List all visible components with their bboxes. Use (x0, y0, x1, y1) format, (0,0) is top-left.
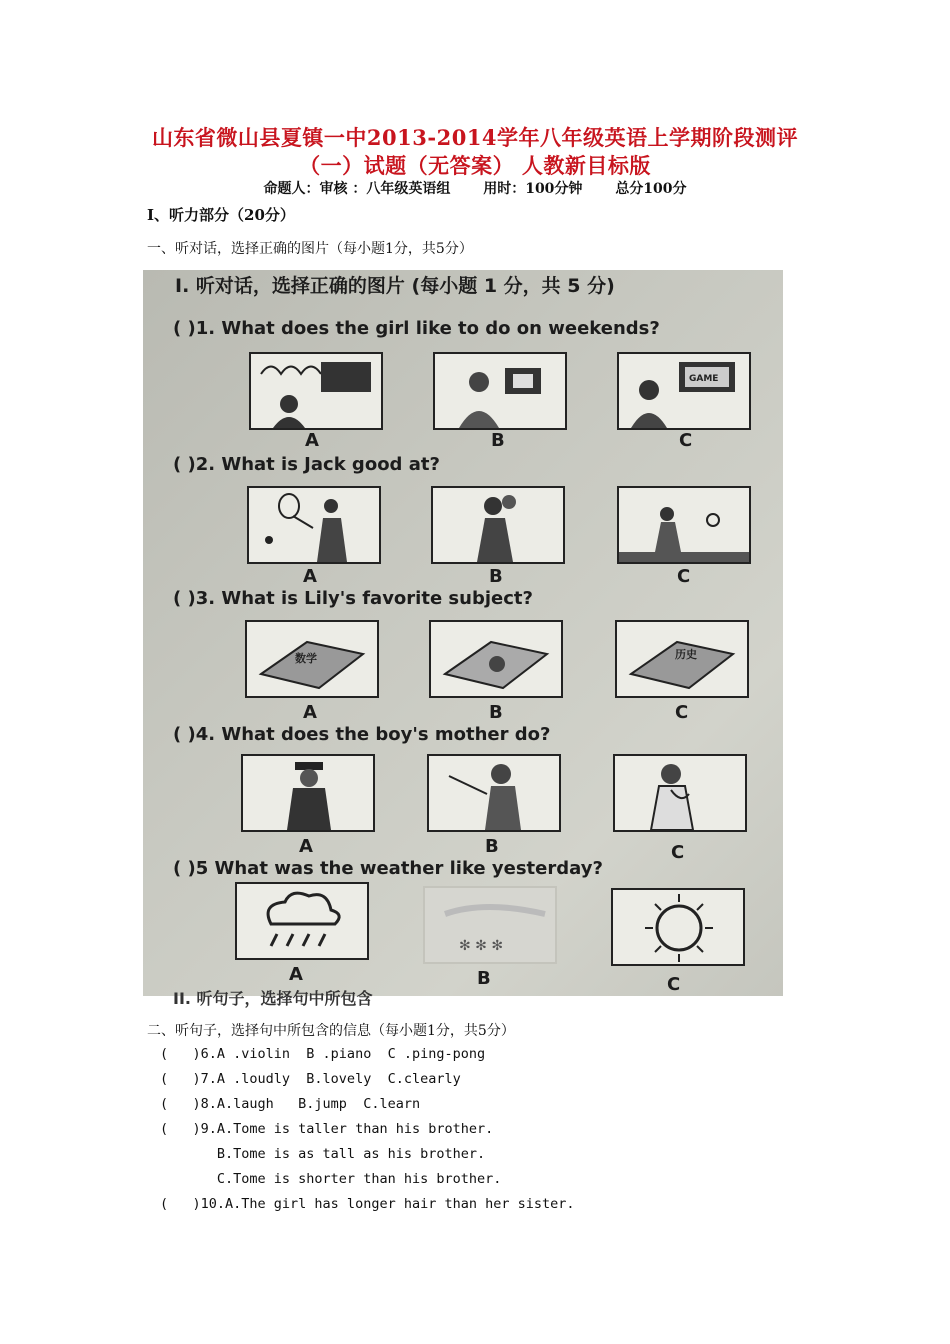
q2-letter-c: C (677, 566, 691, 587)
q4-option-a-picture (241, 754, 375, 832)
question-10: ( )10.A.The girl has longer hair than her sister. (160, 1196, 575, 1212)
q3-letter-b: B (489, 702, 503, 723)
question-6: ( )6.A .violin B .piano C .ping-pong (160, 1046, 486, 1062)
q5-option-b-picture (423, 886, 557, 964)
q4-option-b-picture (427, 754, 561, 832)
snow-icon (425, 888, 555, 962)
q1-option-b-picture (433, 352, 567, 430)
rain-cloud-icon (237, 884, 367, 958)
q3-option-c-picture (615, 620, 749, 698)
history-book-label: 历史 (675, 648, 697, 661)
math-book-label: 数学 (295, 652, 317, 665)
scan-question-4: ( )4. What does the boy's mother do? (173, 724, 551, 745)
author-info: 命题人：审核 ：八年级英语组 (263, 181, 451, 197)
score-info: 总分100分 (615, 181, 687, 197)
q1-letter-b: B (491, 430, 505, 451)
section-listening: Ⅰ、听力部分（20分） (147, 206, 295, 224)
q2-option-c-picture (617, 486, 751, 564)
q3-option-a-picture (245, 620, 379, 698)
svg-text:✻ ✻ ✻: ✻ ✻ ✻ (459, 938, 504, 954)
computer-game-icon (619, 354, 749, 428)
q2-letter-b: B (489, 566, 503, 587)
q3-letter-a: A (303, 702, 317, 723)
q5-option-a-picture (235, 882, 369, 960)
time-info: 用时：100分钟 (483, 181, 583, 197)
doctor-icon (615, 756, 745, 830)
part2-heading: 二、听句子，选择句中所包含的信息（每小题1分，共5分） (147, 1023, 515, 1039)
q5-letter-a: A (289, 964, 303, 985)
q4-letter-b: B (485, 836, 499, 857)
question-7: ( )7.A .loudly B.lovely C.clearly (160, 1071, 461, 1087)
q5-option-c-picture (611, 888, 745, 966)
game-label: GAME (689, 374, 719, 384)
scanned-question-image (143, 270, 783, 1008)
police-officer-icon (243, 756, 373, 830)
q2-letter-a: A (303, 566, 317, 587)
cooking-scene-icon (251, 354, 381, 428)
q4-letter-c: C (671, 842, 685, 863)
q1-letter-c: C (679, 430, 693, 451)
scan-cut-off-text: II. 听句子，选择句中所包含 (173, 989, 373, 1008)
part1-heading: 一、听对话，选择正确的图片（每小题1分，共5分） (147, 241, 473, 257)
title-line-1: 山东省微山县夏镇一中2013-2014学年八年级英语上学期阶段测评 (151, 125, 799, 150)
teacher-icon (429, 756, 559, 830)
question-9: ( )9.A.Tome is taller than his brother. (160, 1121, 494, 1137)
q3-option-b-picture (429, 620, 563, 698)
math-book-icon (247, 622, 377, 696)
watching-tv-icon (435, 354, 565, 428)
q4-letter-a: A (299, 836, 313, 857)
tennis-player-icon (249, 488, 379, 562)
ping-pong-player-icon (619, 488, 749, 562)
history-book-icon (617, 622, 747, 696)
art-book-icon (431, 622, 561, 696)
q1-option-c-picture (617, 352, 751, 430)
question-9-option-c: C.Tome is shorter than his brother. (160, 1171, 502, 1187)
q4-option-c-picture (613, 754, 747, 832)
q3-letter-c: C (675, 702, 689, 723)
q5-letter-c: C (667, 974, 681, 995)
q2-option-a-picture (247, 486, 381, 564)
scan-heading: I. 听对话，选择正确的图片 (每小题 1 分，共 5 分) (175, 275, 615, 297)
question-9-option-b: B.Tome is as tall as his brother. (160, 1146, 486, 1162)
q5-letter-b: B (477, 968, 491, 989)
scan-question-5: ( )5 What was the weather like yesterday? (173, 858, 603, 879)
q1-letter-a: A (305, 430, 319, 451)
question-8: ( )8.A.laugh B.jump C.learn (160, 1096, 421, 1112)
q1-option-a-picture (249, 352, 383, 430)
scan-question-2: ( )2. What is Jack good at? (173, 454, 440, 475)
scan-question-1: ( )1. What does the girl like to do on weekends? (173, 318, 660, 339)
q2-option-b-picture (431, 486, 565, 564)
title-line-2: （一）试题（无答案） 人教新目标版 (299, 153, 651, 178)
exam-meta (0, 178, 950, 198)
basketball-player-icon (433, 488, 563, 562)
sun-icon (613, 890, 743, 964)
scan-question-3: ( )3. What is Lily's favorite subject? (173, 588, 533, 609)
